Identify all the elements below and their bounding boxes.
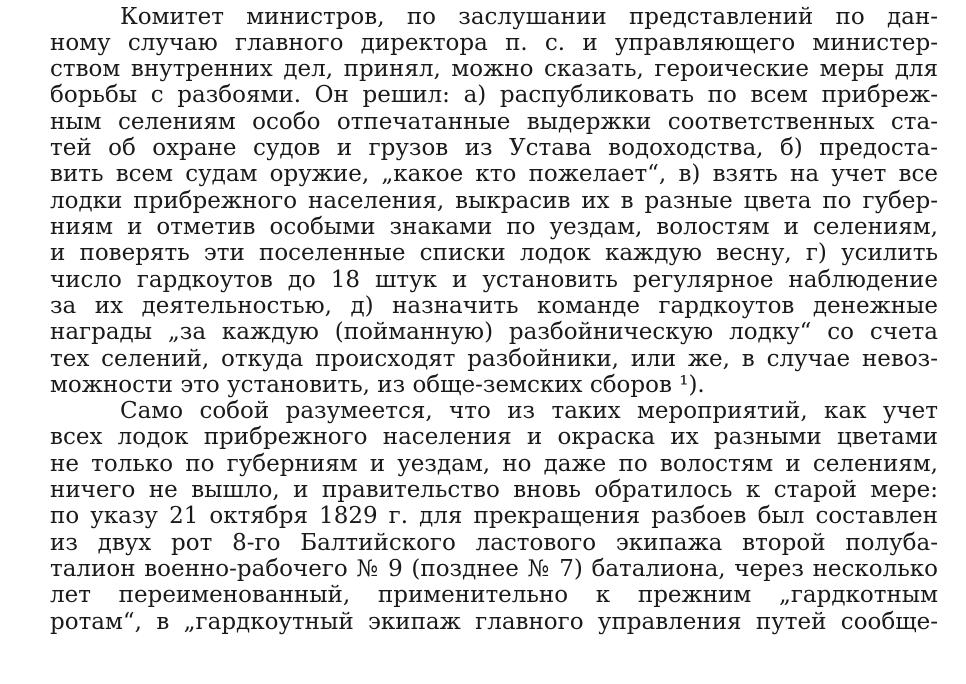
paragraph-2-line-9: ротам“, в „гардкоутный экипаж главного управления путей сообще- [50,609,938,635]
paragraph-2-line-5: по указу 21 октября 1829 г. для прекращения разбоев был составлен [50,503,938,529]
paragraph-2-line-1: Само собой разумеется, что из таких мероприятий, как учет [120,398,938,424]
paragraph-1-line-8: лодки прибрежного населения, выкрасив их в разные цвета по губер- [50,188,938,214]
paragraph-2-line-6: из двух рот 8-го Балтийского ластового экипажа второй полуба- [50,530,938,556]
paragraph-2-line-7: талион военно-рабочего № 9 (позднее № 7) баталиона, через несколько [50,556,938,582]
paragraph-1-line-15: можности это установить, из обще-земских сборов ¹). [50,372,705,398]
paragraph-2-line-2: всех лодок прибрежного населения и окраска их разными цветами [50,424,938,450]
paragraph-1-line-11: число гардкоутов до 18 штук и установить регулярное наблюдение [50,267,938,293]
paragraph-1-line-9: ниям и отметив особыми знаками по уездам, волостям и селениям, [50,214,938,240]
paragraph-1-line-4: борьбы с разбоями. Он решил: а) распубликовать по всем прибреж- [50,82,938,108]
paragraph-1-line-5: ным селениям особо отпечатанные выдержки соответственных ста- [50,109,938,135]
paragraph-2-line-3: не только по губерниям и уездам, но даже по волостям и селениям, [50,451,938,477]
paragraph-1-line-2: ному случаю главного директора п. с. и управляющего министер- [50,30,938,56]
paragraph-2-line-4: ничего не вышло, и правительство вновь обратилось к старой мере: [50,477,938,503]
paragraph-1-line-12: за их деятельностью, д) назначить команде гардкоутов денежные [50,293,938,319]
paragraph-1-line-3: ством внутренних дел, принял, можно сказать, героические меры для [50,56,938,82]
paragraph-1-line-14: тех селений, откуда происходят разбойники, или же, в случае невоз- [50,346,938,372]
paragraph-1-line-10: и поверять эти поселенные списки лодок каждую весну, г) усилить [50,240,938,266]
paragraph-1-line-1: Комитет министров, по заслушании представлений по дан- [120,4,938,30]
paragraph-1-line-13: награды „за каждую (пойманную) разбойническую лодку“ со счета [50,319,938,345]
paragraph-1-line-7: вить всем судам оружие, „какое кто пожелает“, в) взять на учет все [50,161,938,187]
paragraph-2-line-8: лет переименованный, применительно к прежним „гардкотным [50,582,938,608]
paragraph-1-line-6: тей об охране судов и грузов из Устава водоходства, б) предоста- [50,135,938,161]
